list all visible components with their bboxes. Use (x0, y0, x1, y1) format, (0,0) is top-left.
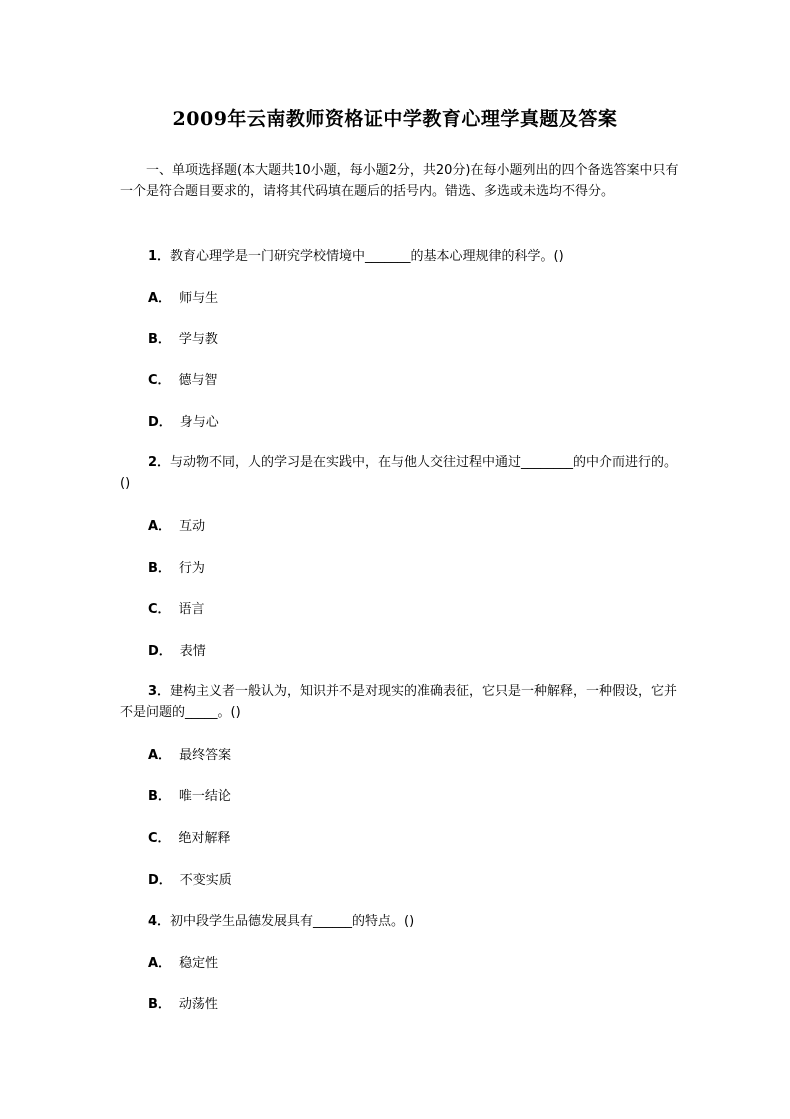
option-key: C． (148, 373, 171, 388)
question-text: 初中段学生品德发展具有______的特点。() (170, 914, 415, 929)
option-b (148, 328, 218, 347)
option-key: B． (148, 789, 171, 804)
page-title: 2009年云南教师资格证中学教育心理学真题及答案 (172, 108, 618, 130)
option-text: 学与教 (178, 332, 218, 347)
option-text: 最终答案 (179, 748, 232, 763)
option-text: 动荡性 (178, 997, 218, 1012)
question-number: 2． (148, 455, 171, 470)
option-key: A． (148, 291, 172, 306)
option-key: B． (148, 332, 171, 347)
option-text: 德与智 (178, 373, 218, 388)
option-text: 互动 (179, 519, 206, 534)
question-number: 3． (148, 684, 171, 699)
option-text: 表情 (179, 644, 206, 659)
option-c (148, 598, 205, 617)
option-key: B． (148, 561, 171, 576)
option-d (148, 869, 232, 888)
option-a (148, 744, 231, 763)
option-c (148, 369, 218, 388)
option-key: C． (148, 831, 171, 846)
option-a (148, 515, 205, 534)
option-d (148, 640, 206, 659)
question-number: 4． (148, 914, 171, 929)
question-1 (148, 245, 564, 264)
option-key: A． (148, 748, 172, 763)
option-key: A． (148, 519, 172, 534)
option-key: C． (148, 602, 171, 617)
question-2 (120, 452, 680, 494)
option-key: D． (148, 415, 172, 430)
option-key: B． (148, 997, 171, 1012)
option-text: 绝对解释 (178, 831, 231, 846)
option-b (148, 993, 218, 1012)
option-key: D． (148, 644, 172, 659)
option-a (148, 287, 218, 306)
question-4 (148, 910, 414, 929)
option-key: D． (148, 873, 172, 888)
question-3 (120, 681, 680, 723)
option-text: 稳定性 (179, 956, 219, 971)
option-b (148, 557, 205, 576)
option-text: 语言 (178, 602, 205, 617)
option-d (148, 411, 219, 430)
section-intro (120, 160, 680, 202)
option-a (148, 952, 218, 971)
question-number: 1． (148, 249, 171, 264)
question-text: 与动物不同，人的学习是在实践中，在与他人交往过程中通过________的中介而进行的。() (120, 455, 678, 491)
option-text: 身与心 (179, 415, 219, 430)
option-text: 唯一结论 (178, 789, 231, 804)
intro-text: 一、单项选择题(本大题共10小题，每小题2分，共20分)在每小题列出的四个备选答案中只有一个是符合题目要求的，请将其代码填在题后的括号内。错选、多选或未选均不得分。 (120, 163, 679, 199)
option-text: 不变实质 (179, 873, 232, 888)
question-text: 建构主义者一般认为，知识并不是对现实的准确表征，它只是一种解释，一种假设，它并不是问题的_____。() (120, 684, 678, 720)
option-key: A． (148, 956, 172, 971)
option-b (148, 785, 231, 804)
option-text: 师与生 (179, 291, 219, 306)
option-c (148, 827, 231, 846)
question-text: 教育心理学是一门研究学校情境中_______的基本心理规律的科学。() (170, 249, 564, 264)
option-text: 行为 (178, 561, 205, 576)
